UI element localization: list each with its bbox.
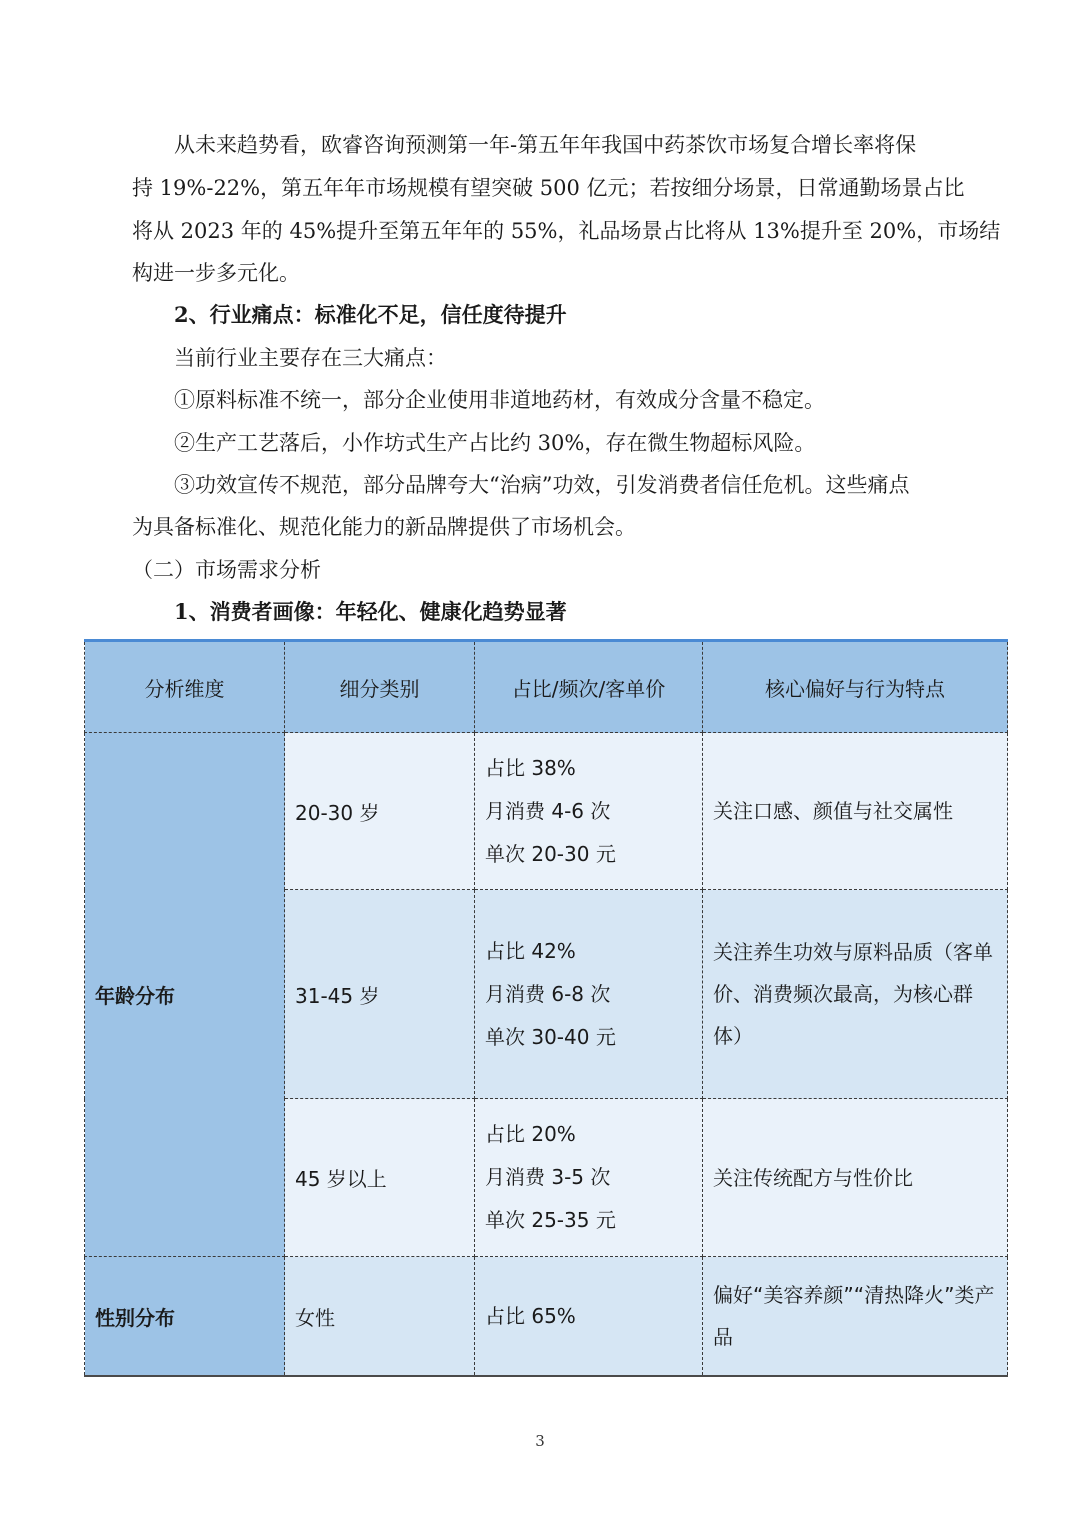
subheading-consumer-profile: 1、消费者画像：年轻化、健康化趋势显著 bbox=[174, 599, 567, 624]
preference-cell: 偏好“美容养颜”“清热降火”类产品 bbox=[703, 1257, 1008, 1377]
category-cell: 20-30 岁 bbox=[285, 733, 475, 890]
share-text: 占比 20% bbox=[485, 1122, 576, 1146]
pain-point-3-line-1: ③功效宣传不规范，部分品牌夸大“治病”功效，引发消费者信任危机。这些痛点 bbox=[174, 473, 910, 497]
pain-intro: 当前行业主要存在三大痛点： bbox=[174, 346, 447, 370]
preference-cell: 关注传统配方与性价比 bbox=[703, 1099, 1008, 1257]
share-text: 占比 65% bbox=[485, 1303, 576, 1328]
pain-point-2: ②生产工艺落后，小作坊式生产占比约 30%，存在微生物超标风险。 bbox=[174, 431, 816, 455]
frequency-text: 月消费 6-8 次 bbox=[485, 981, 611, 1006]
share-text: 占比 38% bbox=[485, 755, 576, 780]
pain-point-3-line-2: 为具备标准化、规范化能力的新品牌提供了市场机会。 bbox=[132, 515, 636, 539]
table-row bbox=[85, 1257, 1008, 1377]
category-cell: 45 岁以上 bbox=[285, 1099, 475, 1257]
section-heading-demand: （二）市场需求分析 bbox=[132, 558, 321, 582]
table-header-row bbox=[85, 641, 1008, 733]
stat-cell bbox=[475, 1257, 703, 1377]
pain-point-1: ①原料标准不统一，部分企业使用非道地药材，有效成分含量不稳定。 bbox=[174, 388, 825, 412]
category-cell: 31-45 岁 bbox=[285, 890, 475, 1099]
page-number: 3 bbox=[535, 1432, 545, 1450]
header-preference: 核心偏好与行为特点 bbox=[703, 641, 1008, 733]
category-cell: 女性 bbox=[285, 1257, 475, 1377]
price-text: 单次 25-35 元 bbox=[485, 1208, 616, 1232]
heading-industry-pain-points: 2、行业痛点：标准化不足，信任度待提升 bbox=[174, 302, 567, 327]
table-row bbox=[85, 733, 1008, 890]
header-category: 细分类别 bbox=[285, 641, 475, 733]
consumer-profile-table bbox=[84, 639, 1008, 1377]
share-text: 占比 42% bbox=[485, 938, 576, 963]
header-share-frequency-price: 占比/频次/客单价 bbox=[475, 641, 703, 733]
stat-cell bbox=[475, 890, 703, 1099]
preference-cell: 关注养生功效与原料品质（客单价、消费频次最高，为核心群体） bbox=[703, 890, 1008, 1099]
dimension-age: 年龄分布 bbox=[85, 733, 285, 1257]
trend-line-1: 从未来趋势看，欧睿咨询预测第一年-第五年年我国中药茶饮市场复合增长率将保 bbox=[174, 133, 917, 157]
trend-line-2: 持 19%-22%，第五年年市场规模有望突破 500 亿元；若按细分场景，日常通勤场景占比 bbox=[132, 176, 965, 200]
trend-line-4: 构进一步多元化。 bbox=[132, 261, 300, 285]
price-text: 单次 30-40 元 bbox=[485, 1024, 616, 1049]
trend-line-3: 将从 2023 年的 45%提升至第五年年的 55%，礼品场景占比将从 13%提升至 20%，市场结 bbox=[132, 219, 1001, 243]
preference-cell: 关注口感、颜值与社交属性 bbox=[703, 733, 1008, 890]
frequency-text: 月消费 3-5 次 bbox=[485, 1165, 611, 1189]
dimension-gender: 性别分布 bbox=[85, 1257, 285, 1377]
frequency-text: 月消费 4-6 次 bbox=[485, 798, 611, 823]
price-text: 单次 20-30 元 bbox=[485, 841, 616, 866]
header-dimension: 分析维度 bbox=[85, 641, 285, 733]
stat-cell bbox=[475, 733, 703, 890]
stat-cell bbox=[475, 1099, 703, 1257]
